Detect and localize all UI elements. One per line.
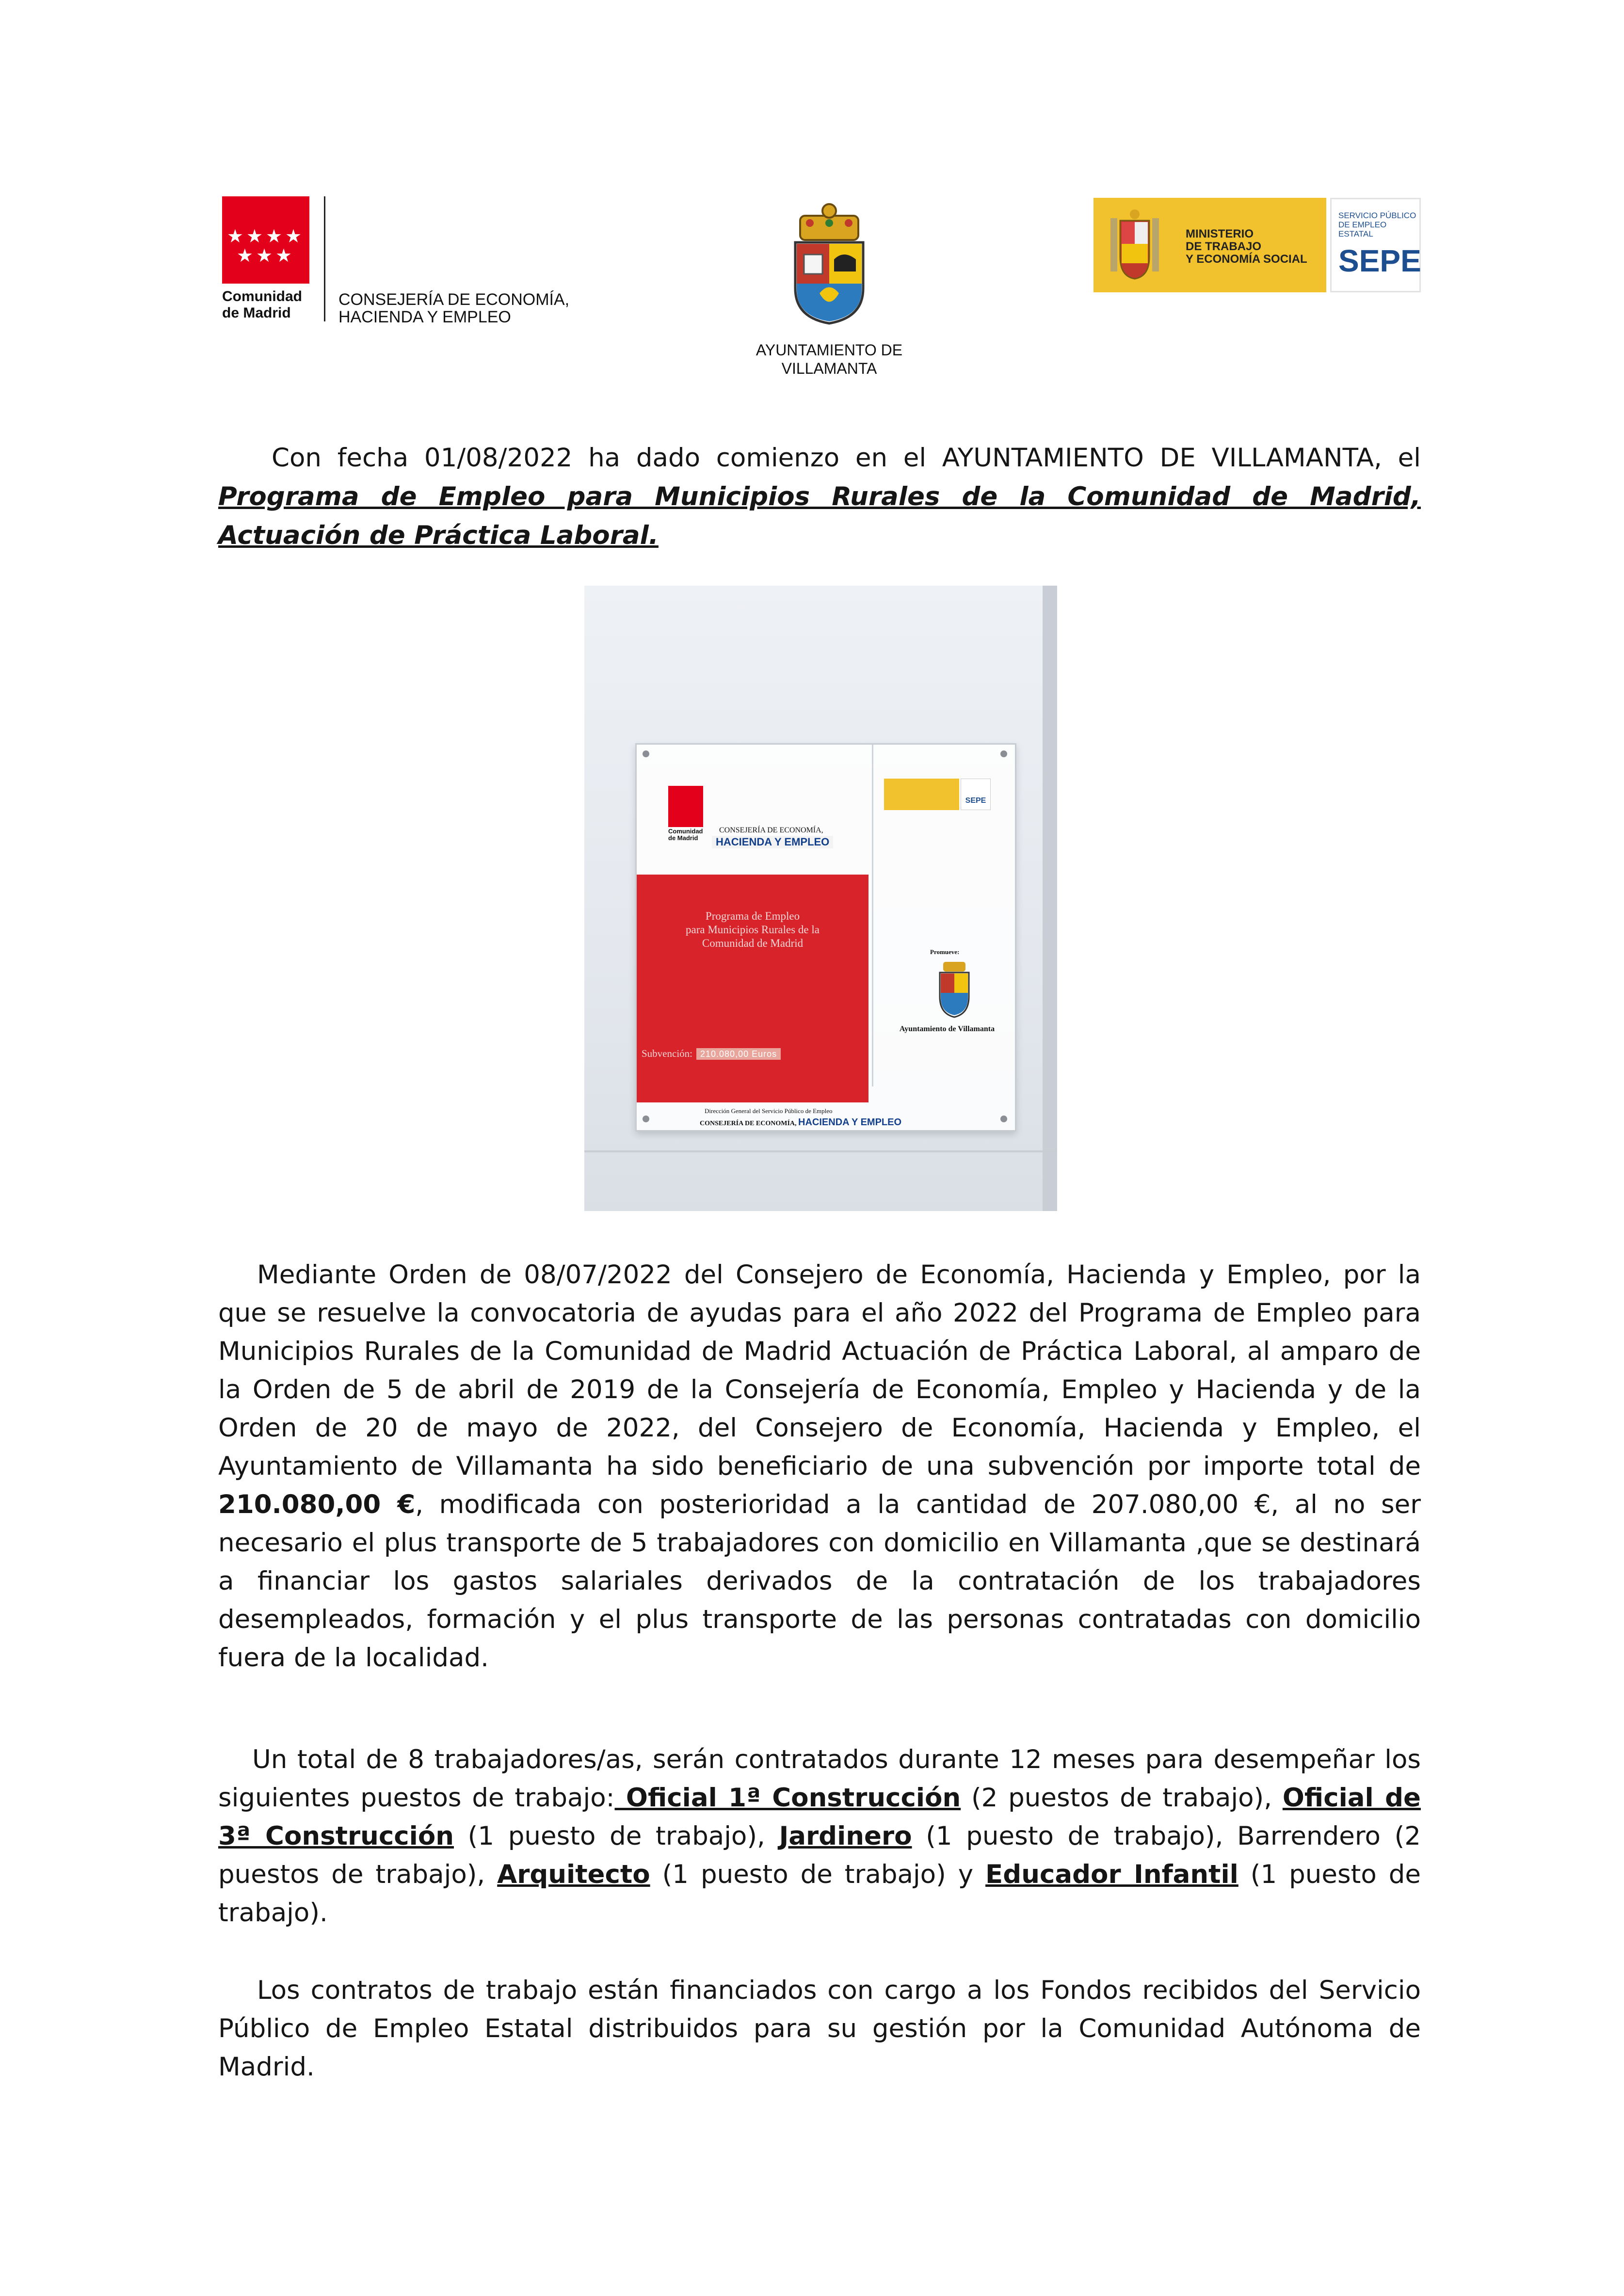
comunidad-de-madrid-logo <box>222 196 571 327</box>
program-title: Programa de Empleo para Municipios Rurales de la Comunidad de Madrid, Actuación de Práctica Laboral. <box>218 482 1421 550</box>
job-arquitecto: Arquitecto <box>497 1860 650 1889</box>
plaque <box>635 743 1016 1132</box>
wall-edge <box>1043 586 1057 1211</box>
plaque-dept-small: CONSEJERÍA DE ECONOMÍA, <box>719 826 823 834</box>
plaque-direccion: Dirección General del Servicio Público de Empleo <box>705 1107 833 1115</box>
financiacion-paragraph: Los contratos de trabajo están financiados con cargo a los Fondos recibidos del Servicio Público de Empleo Estatal distribuidos para su gestión por la Comunidad Autónoma de Madrid. <box>218 1976 1421 2082</box>
coat-of-arms-icon <box>747 196 912 327</box>
cm-name: Comunidad de Madrid <box>222 288 302 321</box>
screw-icon <box>643 750 649 757</box>
puestos-text-a: Un total de 8 trabajadores/as, serán contratados durante 12 meses para desempeñar los siguientes puestos de trabajo: <box>218 1745 1421 1813</box>
subvencion-amount: 210.080,00 € <box>218 1490 416 1519</box>
cm-department: CONSEJERÍA DE ECONOMÍA, HACIENDA Y EMPLEO <box>338 290 570 326</box>
plaque-subvencion <box>642 1048 781 1060</box>
screw-icon <box>1000 750 1007 757</box>
plaque-subvencion-label: Subvención: <box>642 1048 692 1059</box>
plaque-subvencion-value: 210.080,00 Euros <box>696 1048 781 1060</box>
comunidad-de-madrid-flag <box>222 196 309 284</box>
ministerio-name: MINISTERIO DE TRABAJO Y ECONOMÍA SOCIAL <box>1186 227 1307 266</box>
stars-icon: ★★★★ ★★★ <box>226 225 305 266</box>
screw-icon <box>643 1116 649 1122</box>
plaque-program: Programa de Empleo para Municipios Rurales de la Comunidad de Madrid <box>686 910 820 949</box>
puestos-text-e: (1 puesto de trabajo) y <box>650 1860 986 1889</box>
puestos-text-b: (2 puestos de trabajo), <box>961 1783 1283 1813</box>
screw-icon <box>1000 1116 1007 1122</box>
orden-paragraph <box>218 1256 1421 1677</box>
puestos-text-d: (1 puesto de trabajo), Barrendero (2 puestos de trabajo), <box>218 1821 1421 1889</box>
plaque-ayuntamiento: Ayuntamiento de Villamanta <box>899 1025 995 1033</box>
ministerio-sepe-logo <box>1093 198 1421 295</box>
plaque-footer-big: HACIENDA Y EMPLEO <box>798 1117 902 1128</box>
ayuntamiento-label: AYUNTAMIENTO DE VILLAMANTA <box>756 341 903 377</box>
puestos-text-c: (1 puesto de trabajo), <box>454 1821 779 1851</box>
plaque-footer <box>700 1117 901 1128</box>
sepe-text: SEPE <box>1338 243 1421 278</box>
plaque-red-panel <box>637 875 868 1102</box>
plaque-footer-small: CONSEJERÍA DE ECONOMÍA, <box>700 1120 797 1127</box>
orden-text-a: Mediante Orden de 08/07/2022 del Consejero de Economía, Hacienda y Empleo, por la que se resuelve la convocatoria de ayudas para el año 2022 del Programa de Empleo para Municipios Rurales de la Comunidad de Madrid Actuación de Práctica Laboral, al amparo de la Orden de 5 de abril de 2019 de la Consejería de Economía, Empleo y Hacienda y de la Orden de 20 de mayo de 2022, del Consejero de Economía, Hacienda y Empleo, el Ayuntamiento de Villamanta ha sido beneficiario de una subvención por importe total de <box>218 1260 1421 1481</box>
ministerio-banner <box>1093 198 1326 292</box>
plaque-photo <box>584 586 1057 1211</box>
puestos-text-f: (1 puesto de trabajo). <box>218 1860 1421 1928</box>
job-jardinero: Jardinero <box>779 1821 912 1851</box>
plaque-promueve: Promueve: <box>930 948 960 956</box>
ayuntamiento-logo <box>747 196 912 390</box>
job-oficial-3: Oficial de 3ª Construcción <box>218 1783 1421 1851</box>
wall-line <box>584 1150 1057 1152</box>
intro-lead: Con fecha 01/08/2022 ha dado comienzo en el AYUNTAMIENTO DE VILLAMANTA, el <box>272 443 1421 473</box>
plaque-coat-of-arms-icon <box>933 958 976 1019</box>
plaque-cm-name: Comunidad de Madrid <box>668 828 703 842</box>
plaque-divider <box>872 745 873 1086</box>
plaque-sepe: SEPE <box>961 779 991 810</box>
sepe-badge <box>1330 198 1421 292</box>
spain-shield-icon <box>1108 208 1161 281</box>
job-educador-infantil: Educador Infantil <box>985 1860 1238 1889</box>
orden-text-b: , modificada con posterioridad a la cantidad de 207.080,00 €, al no ser necesario el plus transporte de 5 trabajadores con domicilio en Villamanta ,que se destinará a financiar los gastos salariales derivados de la contratación de los trabajadores desempleados, formación y el plus transporte de las personas contratadas con domicilio fuera de la localidad. <box>218 1490 1421 1673</box>
intro-paragraph <box>218 439 1421 555</box>
sepe-servicio: SERVICIO PÚBLICO DE EMPLEO ESTATAL <box>1338 211 1416 239</box>
job-oficial-1: Oficial 1ª Construcción <box>614 1783 961 1813</box>
logo-divider <box>324 196 325 321</box>
plaque-ministerio <box>884 779 959 810</box>
plaque-dept-big: HACIENDA Y EMPLEO <box>712 836 833 848</box>
puestos-paragraph <box>218 1740 1421 1932</box>
plaque-cm-flag <box>668 786 703 827</box>
